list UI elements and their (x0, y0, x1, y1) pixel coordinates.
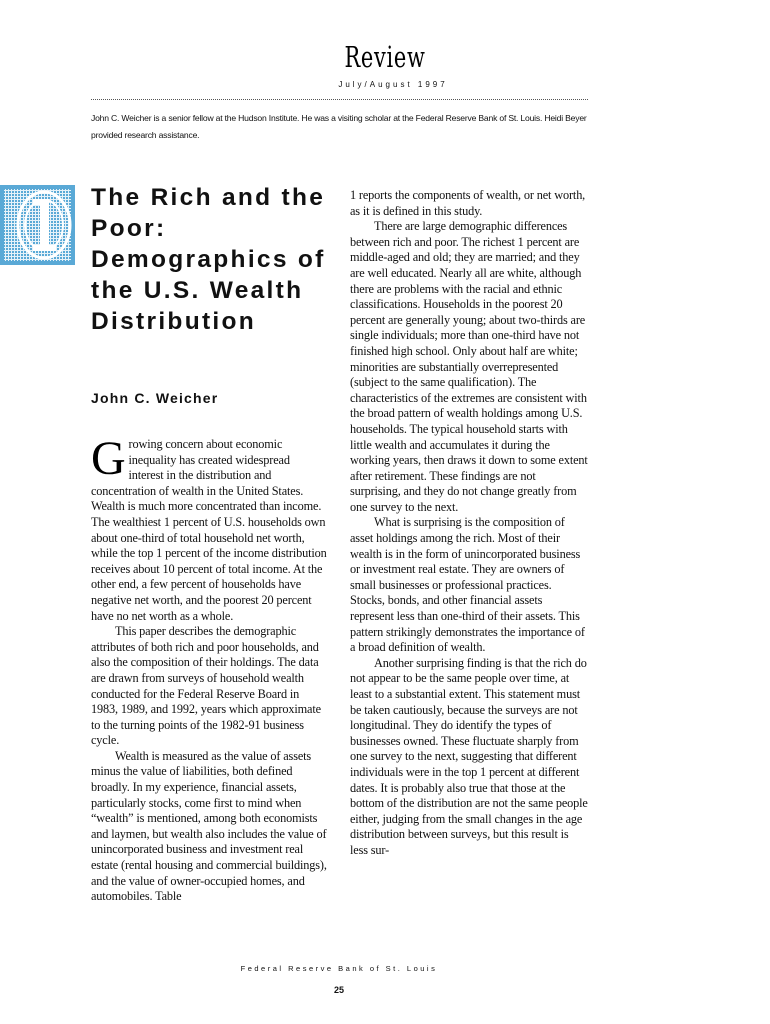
article-author: John C. Weicher (91, 390, 219, 406)
federal-reserve-seal-icon (0, 185, 75, 265)
paragraph: What is surprising is the composition of asset holdings among the rich. Most of their wealth is in the form of unincorporated business or investment real estate. They are owners of small businesses or professional practices. Stocks, bonds, and other financial assets represent less than one-third of their assets. This pattern strikingly demonstrates the importance of a broad definition of wealth. (350, 515, 585, 655)
paragraph: Another surprising finding is that the rich do not appear to be the same people over time, at least to a substantial extent. This statement must be taken cautiously, because the surveys are not longitudinal. They do identify the types of businesses owned. These fluctuate sharply from one survey to the next, suggesting that different individuals were in the top 1 percent at different dates. It is probably also true that those at the bottom of the distribution are not the same people either, judging from the small changes in the age distribution between surveys, but this result is less sur- (350, 655, 588, 857)
publication-title: Review (344, 40, 426, 74)
paragraph: Wealth is measured as the value of assets minus the value of liabilities, both defined broadly. In my experience, financial assets, particularly stocks, come first to mind when “wealth” is mentioned, among both economists and laymen, but wealth also includes the value of unincorporated business and investment real estate (rental housing and commercial buildings), and the value of owner-occupied homes, and automobiles. Table (91, 748, 327, 904)
header-divider (91, 99, 588, 100)
paragraph-text: rowing concern about economic inequality has created widespread interest in the distribution and concentration of wealth in the United States. Wealth is much more concentrated than income. The wealthiest 1 percent of U.S. households own about one-third of total household net worth, while the top 1 percent of the income distribution receives about 10 percent of total income. At the other end, a few percent of households have negative net worth, and the poorest 20 percent have no net worth as a whole. (91, 437, 327, 623)
paragraph (91, 432, 327, 624)
article-title: The Rich and the Poor: Demographics of the U.S. Wealth Distribution (91, 184, 326, 335)
left-column (91, 432, 327, 905)
paragraph: 1 reports the components of wealth, or net worth, as it is defined in this study. (350, 188, 586, 218)
paragraph: There are large demographic differences between rich and poor. The richest 1 percent are middle-aged and old; they are married; and they are well educated. Nearly all are white, although there are problems with the racial and ethnic classifications. Households in the poorest 20 percent are generally young; about two-thirds are single individuals; more than one-third have not finished high school. Only about half are white; minorities are substantially overrepresented (subject to the same qualification). The characteristics of the extremes are consistent with the broad pattern of wealth holdings among U.S. households. The typical household starts with little wealth and accumulates it during the working years, then draws it down to some extent after retirement. These findings are not surprising, and they do not change greatly from one survey to the next. (350, 219, 588, 514)
paragraph: This paper describes the demographic attributes of both rich and poor households, and also the composition of their holdings. The data are drawn from surveys of household wealth conducted for the Federal Reserve Board in 1983, 1989, and 1992, years which approximate to the turning points of the 1982-91 business cycle. (91, 624, 321, 748)
issue-date: July/August 1997 (338, 80, 448, 89)
drop-cap: G (91, 432, 126, 485)
footer-publisher: Federal Reserve Bank of St. Louis (240, 964, 438, 973)
page-number: 25 (333, 985, 344, 995)
right-column (350, 188, 588, 859)
author-note: John C. Weicher is a senior fellow at the Hudson Institute. He was a visiting scholar at the Federal Reserve Bank of St. Louis. Heidi Beyer provided research assistance. (91, 113, 587, 140)
